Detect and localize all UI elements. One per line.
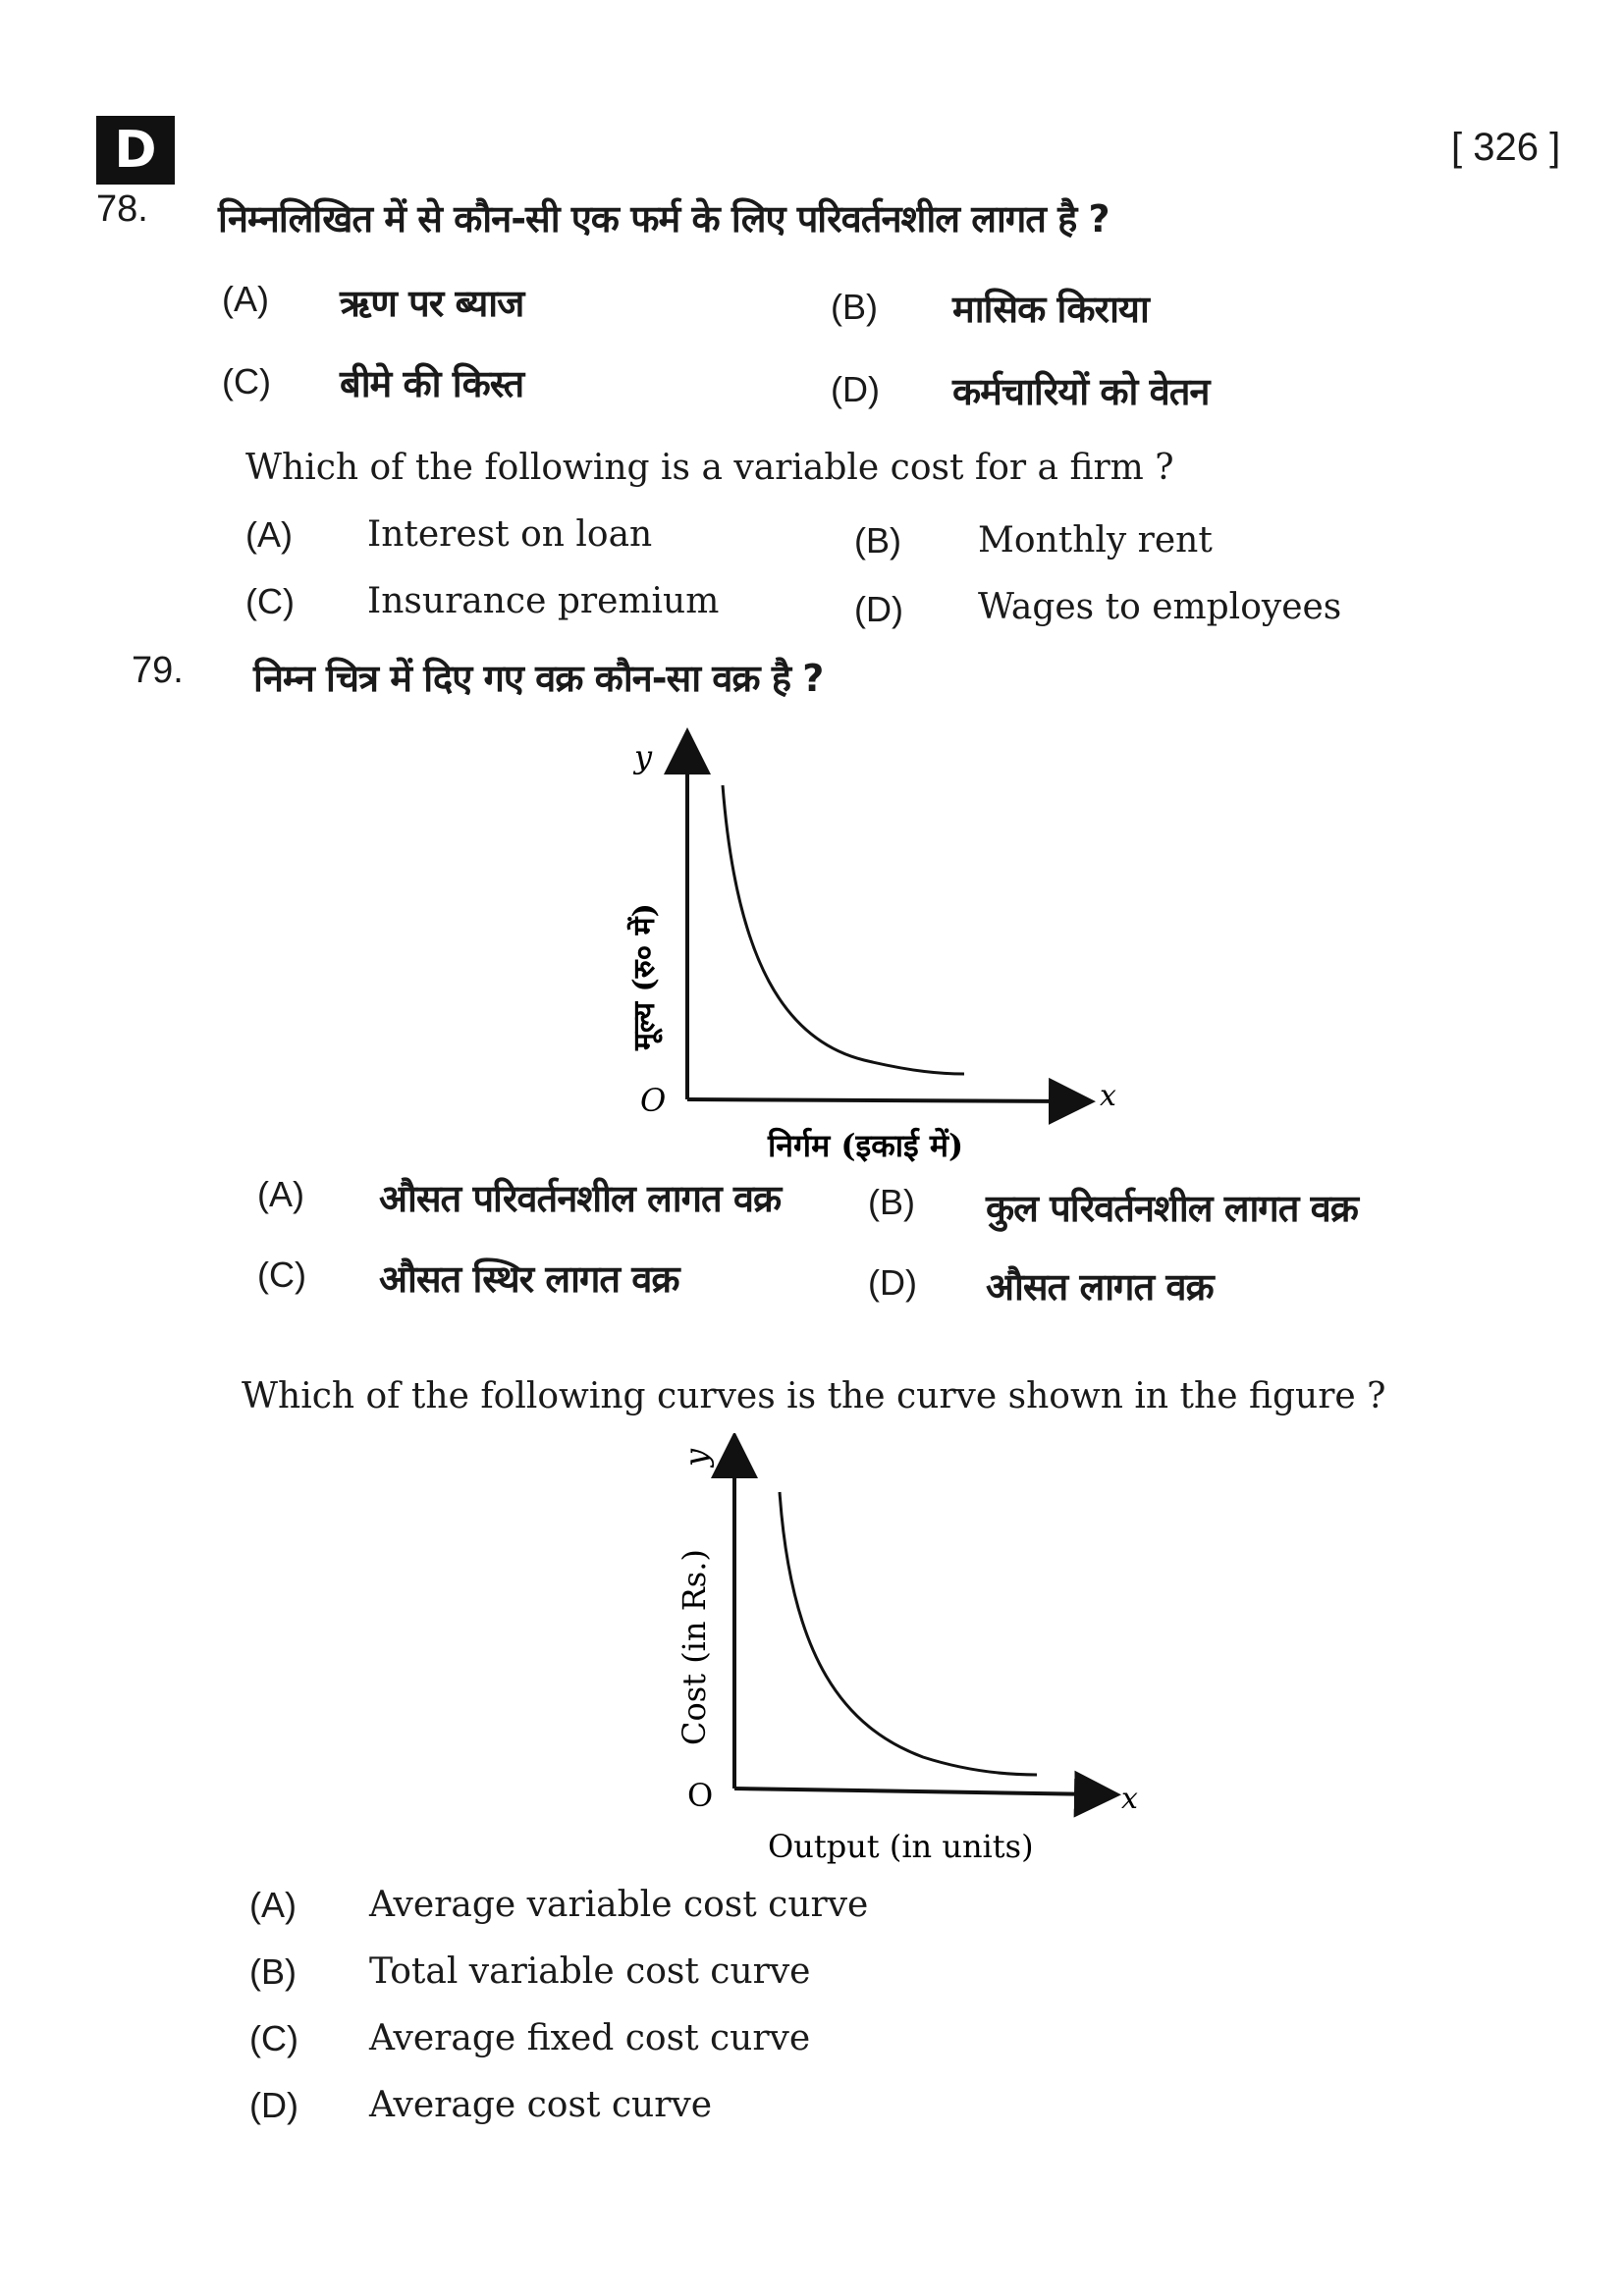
option-text: मासिक किराया <box>952 288 1149 331</box>
x-axis-label: निर्गम (इकाई में) <box>768 1127 964 1164</box>
x-axis-symbol: x <box>1100 1079 1116 1113</box>
option-label: (A) <box>222 279 269 319</box>
option-text: Wages to employees <box>978 587 1342 627</box>
question-number: 78. <box>96 188 148 230</box>
y-axis-symbol: y <box>634 738 653 775</box>
question-text-hindi: निम्नलिखित में से कौन-सी एक फर्म के लिए परिवर्तनशील लागत है ? <box>218 197 1110 240</box>
cost-curve-figure-hindi <box>589 717 1159 1168</box>
option-label: (C) <box>245 581 295 621</box>
option-text: Total variable cost curve <box>369 1951 811 1992</box>
x-axis <box>734 1789 1098 1794</box>
page-number: [ 326 ] <box>1451 126 1561 169</box>
option-label: (A) <box>249 1885 297 1925</box>
option-text: औसत लागत वक्र <box>986 1265 1214 1308</box>
option-label: (B) <box>868 1182 915 1222</box>
question-number: 79. <box>132 650 184 691</box>
cost-curve-figure-english <box>648 1433 1178 1885</box>
option-label: (D) <box>249 2085 298 2125</box>
option-label: (C) <box>249 2018 298 2058</box>
option-text: कर्मचारियों को वेतन <box>952 370 1210 413</box>
option-label: (B) <box>831 287 878 327</box>
option-label: (B) <box>249 1951 297 1992</box>
option-label: (D) <box>831 369 880 409</box>
option-text: ऋण पर ब्याज <box>340 282 524 325</box>
option-label: (C) <box>257 1255 306 1295</box>
option-label: (D) <box>868 1262 917 1303</box>
option-text: बीमे की किस्त <box>340 362 524 405</box>
option-label: (D) <box>854 589 903 629</box>
option-label: (B) <box>854 520 901 561</box>
option-label: (C) <box>222 361 271 401</box>
option-text: Average fixed cost curve <box>369 2018 811 2058</box>
option-text: कुल परिवर्तनशील लागत वक्र <box>986 1187 1358 1230</box>
curve <box>723 785 964 1074</box>
option-text: Interest on loan <box>367 514 653 555</box>
x-axis-symbol: x <box>1121 1782 1138 1816</box>
option-text: Insurance premium <box>367 581 720 621</box>
y-axis-symbol: y <box>677 1448 715 1467</box>
option-label: (A) <box>257 1174 304 1214</box>
y-axis-label: मूल्य (रु० में) <box>627 903 662 1050</box>
option-text: औसत परिवर्तनशील लागत वक्र <box>379 1177 782 1220</box>
option-text: Average cost curve <box>369 2085 713 2125</box>
x-axis-label: Output (in units) <box>768 1828 1034 1865</box>
question-text-english: Which of the following is a variable cost for a firm ? <box>245 448 1174 488</box>
y-axis-label: Cost (in Rs.) <box>676 1549 713 1745</box>
set-badge: D <box>96 116 175 185</box>
origin-label: O <box>640 1082 667 1119</box>
option-label: (A) <box>245 514 293 555</box>
question-text-hindi: निम्न चित्र में दिए गए वक्र कौन-सा वक्र है ? <box>253 657 824 700</box>
option-text: औसत स्थिर लागत वक्र <box>379 1257 679 1301</box>
option-text: Monthly rent <box>978 520 1213 561</box>
curve <box>780 1492 1037 1775</box>
question-text-english: Which of the following curves is the curve shown in the figure ? <box>242 1376 1386 1416</box>
option-text: Average variable cost curve <box>369 1885 869 1925</box>
x-axis <box>687 1099 1072 1101</box>
origin-label: O <box>687 1777 714 1814</box>
